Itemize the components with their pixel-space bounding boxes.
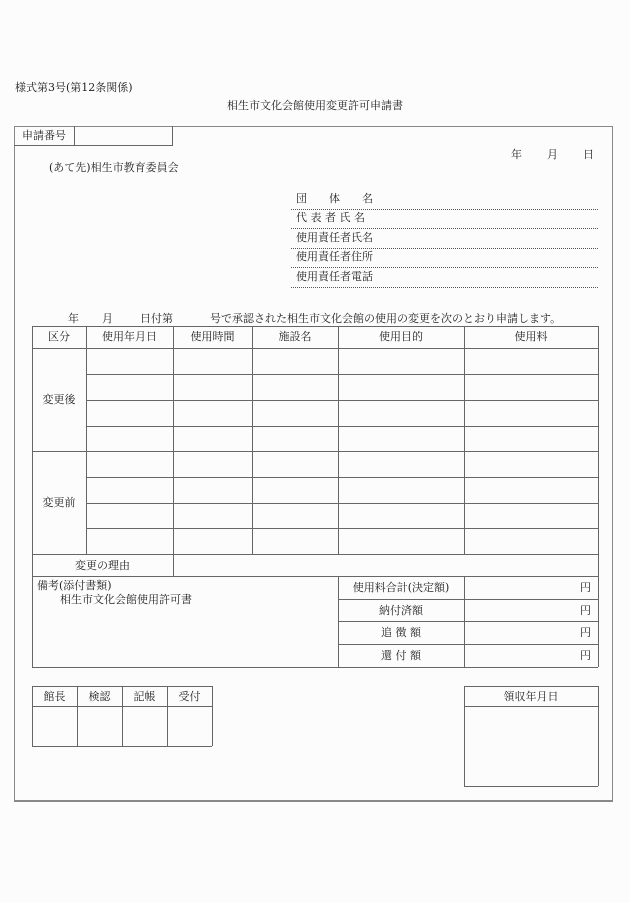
document-title: 相生市文化会館使用変更許可申請書: [227, 99, 403, 112]
header-usage-date: 使用年月日: [102, 330, 157, 343]
form-number-label: 様式第3号(第12条関係): [15, 81, 133, 94]
header-bottom-border: [32, 348, 598, 349]
row-border: [86, 426, 598, 427]
applicant-field-responsible-phone[interactable]: [291, 269, 598, 288]
remarks-label: 備考(添付書類): [37, 579, 112, 592]
date-day-label: 日: [583, 148, 594, 161]
table-bottom-border: [32, 667, 598, 668]
fee-label-total: 使用料合計(決定額): [352, 581, 450, 594]
fee-value-divider: [464, 576, 465, 667]
stamp-header-director: 館長: [43, 690, 66, 703]
column-border: [173, 326, 174, 554]
column-border: [338, 326, 339, 554]
fee-row-border: [338, 644, 598, 645]
remarks-attachment: 相生市文化会館使用許可書: [60, 593, 192, 606]
receipt-right: [598, 686, 599, 786]
fee-unit: 円: [580, 626, 591, 639]
reason-field[interactable]: [174, 555, 598, 576]
row-border: [86, 374, 598, 375]
fee-value-paid[interactable]: [465, 600, 575, 621]
intro-text: 号で承認された相生市文化会館の使用の変更を次のとおり申請します。: [210, 312, 562, 325]
header-usage-time: 使用時間: [190, 330, 235, 343]
stamp-bottom: [32, 746, 212, 747]
group-label-before: 変更前: [42, 496, 76, 509]
date-month-label: 月: [547, 148, 558, 161]
row-border: [86, 528, 598, 529]
stamp-column-border: [212, 686, 213, 746]
header-category: 区分: [48, 330, 70, 343]
group-border: [32, 451, 598, 452]
column-border: [86, 326, 87, 554]
table-data-bottom: [32, 554, 598, 555]
fee-value-total[interactable]: [465, 577, 575, 598]
applicant-field-group-name[interactable]: [291, 191, 598, 210]
column-border: [464, 326, 465, 554]
stamp-header-bookkeeping: 記帳: [133, 690, 156, 703]
applicant-label: 代 表 者 氏 名: [296, 211, 365, 224]
table-right-border: [598, 326, 599, 667]
applicant-field-responsible-address[interactable]: [291, 249, 598, 268]
fee-row-border: [338, 599, 598, 600]
fee-label-refund: 還 付 額: [381, 649, 421, 662]
header-facility: 施設名: [278, 330, 312, 343]
stamp-column-border: [32, 686, 33, 746]
stamp-header-reception: 受付: [178, 690, 201, 703]
application-number-field[interactable]: [75, 126, 172, 145]
fee-row-border: [338, 621, 598, 622]
receipt-left: [464, 686, 465, 786]
intro-year: 年: [68, 312, 79, 325]
application-number-box: [14, 126, 173, 146]
intro-day-prefix: 日付第: [140, 312, 173, 325]
receipt-top: [464, 686, 598, 687]
fee-unit: 円: [580, 604, 591, 617]
group-label-after: 変更後: [42, 393, 76, 406]
reason-divider: [173, 554, 174, 576]
table-top-border: [32, 326, 598, 327]
stamp-column-border: [167, 686, 168, 746]
applicant-field-responsible-name[interactable]: [291, 230, 598, 249]
receipt-bottom: [464, 786, 598, 787]
fee-label-additional: 追 徴 額: [381, 626, 421, 639]
reason-label: 変更の理由: [75, 559, 130, 572]
fee-value-refund[interactable]: [465, 645, 575, 666]
application-number-label: 申請番号: [14, 126, 75, 145]
reason-row-bottom: [32, 576, 598, 577]
fee-label-divider: [338, 576, 339, 667]
applicant-field-representative[interactable]: [291, 210, 598, 229]
stamp-column-border: [77, 686, 78, 746]
applicant-label: 使用責任者住所: [296, 250, 373, 263]
addressee: (あて先)相生市教育委員会: [49, 161, 179, 174]
row-border: [86, 503, 598, 504]
date-year-label: 年: [511, 148, 522, 161]
receipt-header-bottom: [464, 706, 598, 707]
stamp-header-inspection: 検認: [88, 690, 111, 703]
applicant-label: 団 体 名: [296, 192, 373, 205]
fee-unit: 円: [580, 581, 591, 594]
fee-value-additional[interactable]: [465, 622, 575, 643]
column-border: [252, 326, 253, 554]
intro-month: 月: [102, 312, 113, 325]
receipt-date-label: 領収年月日: [503, 690, 559, 703]
header-purpose: 使用目的: [379, 330, 423, 343]
table-left-border: [32, 326, 33, 667]
applicant-label: 使用責任者氏名: [296, 231, 373, 244]
stamp-column-border: [122, 686, 123, 746]
fee-unit: 円: [580, 649, 591, 662]
header-fee: 使用料: [514, 330, 548, 343]
fee-label-paid: 納付済額: [379, 604, 423, 617]
row-border: [86, 477, 598, 478]
row-border: [86, 400, 598, 401]
applicant-label: 使用責任者電話: [296, 270, 373, 283]
